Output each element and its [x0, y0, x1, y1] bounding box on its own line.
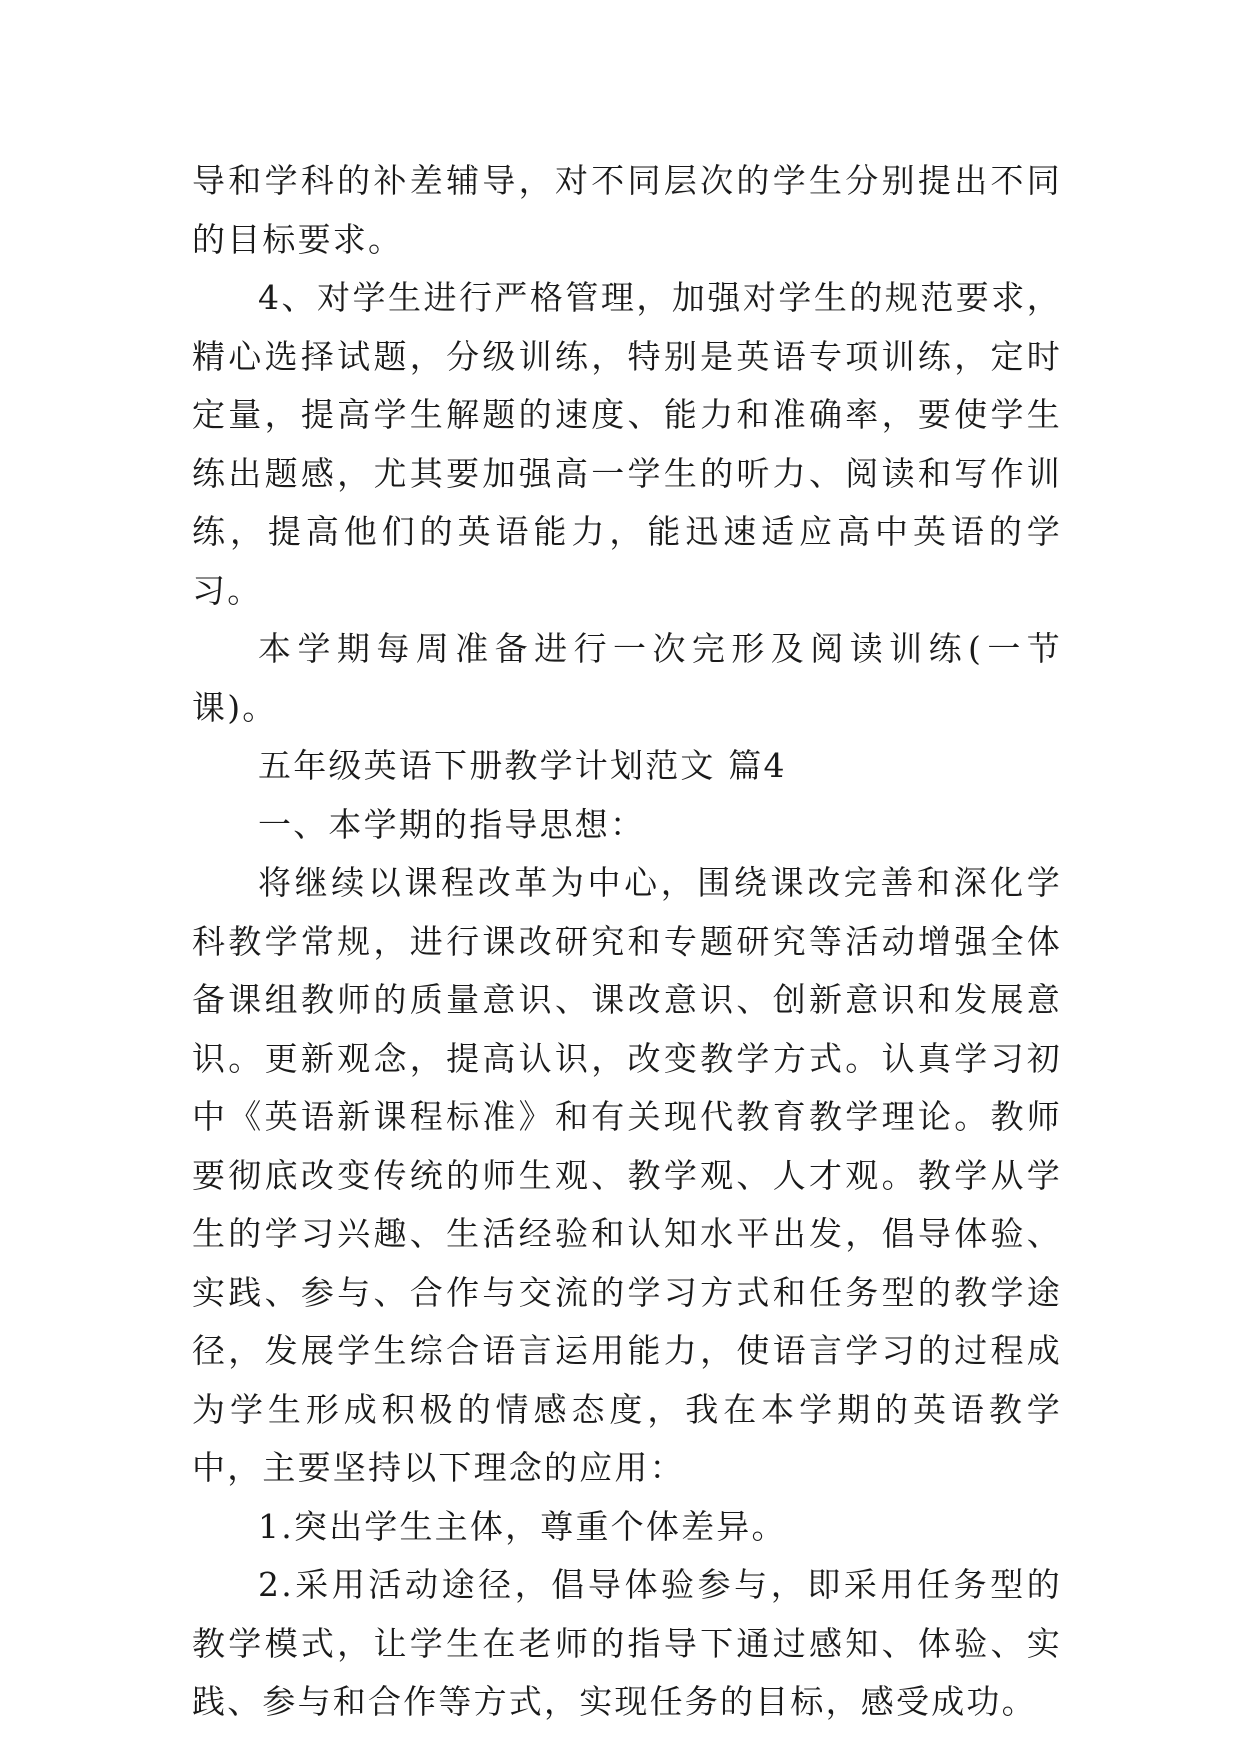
section-heading-guiding-thought: 一、本学期的指导思想：	[258, 804, 646, 844]
paragraph-point-1: 1.突出学生主体，尊重个体差异。	[258, 1506, 787, 1546]
paragraph-weekly-training: 本学期每周准备进行一次完形及阅读训练(一节课)。	[192, 629, 1062, 727]
section-title: 五年级英语下册教学计划范文 篇4	[258, 746, 787, 785]
paragraph-point-2: 2.采用活动途径，倡导体验参与，即采用任务型的教学模式，让学生在老师的指导下通过感知、体验、实践、参与和合作等方式，实现任务的目标，感受成功。	[192, 1565, 1062, 1721]
paragraph-item-4: 4、对学生进行严格管理，加强对学生的规范要求，精心选择试题，分级训练，特别是英语专项训练，定时定量，提高学生解题的速度、能力和准确率，要使学生练出题感，尤其要加强高一学生的听力、阅读和写作训练，提高他们的英语能力，能迅速适应高中英语的学习。	[192, 278, 1062, 610]
paragraph-guiding-thought: 将继续以课程改革为中心，围绕课改完善和深化学科教学常规，进行课改研究和专题研究等活动增强全体备课组教师的质量意识、课改意识、创新意识和发展意识。更新观念，提高认识，改变教学方式。认真学习初中《英语新课程标准》和有关现代教育教学理论。教师要彻底改变传统的师生观、教学观、人才观。教学从学生的学习兴趣、生活经验和认知水平出发，倡导体验、实践、参与、合作与交流的学习方式和任务型的教学途径，发展学生综合语言运用能力，使语言学习的过程成为学生形成积极的情感态度，我在本学期的英语教学中，主要坚持以下理念的应用：	[192, 863, 1062, 1487]
paragraph-continuation: 导和学科的补差辅导，对不同层次的学生分别提出不同的目标要求。	[192, 161, 1062, 259]
document-body	[192, 152, 1062, 1732]
